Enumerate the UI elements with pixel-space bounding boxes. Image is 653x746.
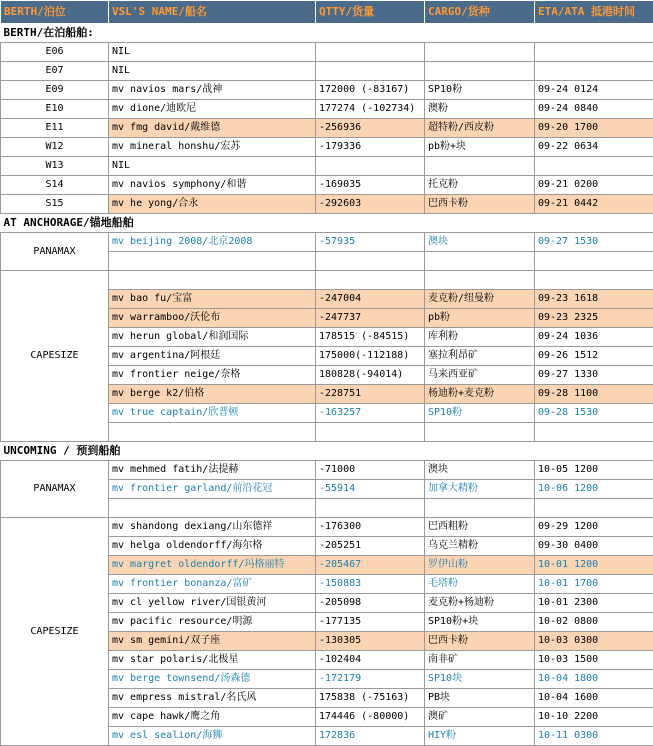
table-row bbox=[1, 138, 653, 157]
cargo-cell: 塞拉利昂矿 bbox=[425, 347, 535, 366]
table-row bbox=[1, 518, 653, 537]
vessel-cell: mv mineral honshu/宏苏 bbox=[109, 138, 316, 157]
eta-cell: 10-04 1600 bbox=[535, 689, 653, 708]
table-row bbox=[1, 119, 653, 138]
qty-cell: -71000 bbox=[316, 461, 425, 480]
qty-cell: 180828(-94014) bbox=[316, 366, 425, 385]
eta-cell: 09-26 1512 bbox=[535, 347, 653, 366]
vessel-class-cell: CAPESIZE bbox=[1, 518, 109, 746]
eta-cell: 09-24 1036 bbox=[535, 328, 653, 347]
vessel-cell: mv mehmed fatih/法提赫 bbox=[109, 461, 316, 480]
qty-cell: -292603 bbox=[316, 195, 425, 214]
vessel-cell: NIL bbox=[109, 62, 316, 81]
berth-cell: E09 bbox=[1, 81, 109, 100]
cargo-cell: 杨迪粉+麦克粉 bbox=[425, 385, 535, 404]
eta-cell: 09-28 1100 bbox=[535, 385, 653, 404]
qty-cell: -179336 bbox=[316, 138, 425, 157]
header-eta: ETA/ATA 抵港时间 bbox=[535, 1, 653, 24]
eta-cell bbox=[535, 157, 653, 176]
qty-cell: -102404 bbox=[316, 651, 425, 670]
vessel-cell: mv empress mistral/名氏风 bbox=[109, 689, 316, 708]
cargo-cell: 澳粉 bbox=[425, 100, 535, 119]
header-qty: QTTY/货量 bbox=[316, 1, 425, 24]
qty-cell: 172836 bbox=[316, 727, 425, 746]
vessel-cell: mv cape hawk/鹰之角 bbox=[109, 708, 316, 727]
section-title-row bbox=[1, 24, 653, 43]
cargo-cell: 澳矿 bbox=[425, 708, 535, 727]
cargo-cell: pb粉+块 bbox=[425, 138, 535, 157]
eta-cell bbox=[535, 43, 653, 62]
cargo-cell: HIY粉 bbox=[425, 727, 535, 746]
table-row bbox=[1, 81, 653, 100]
vessel-cell bbox=[109, 271, 316, 290]
eta-cell: 09-23 1618 bbox=[535, 290, 653, 309]
table-row bbox=[1, 461, 653, 480]
table-row bbox=[1, 43, 653, 62]
eta-cell bbox=[535, 252, 653, 271]
vessel-cell: mv star polaris/北极星 bbox=[109, 651, 316, 670]
qty-cell: 178515 (-84515) bbox=[316, 328, 425, 347]
qty-cell: -205251 bbox=[316, 537, 425, 556]
vessel-cell: mv frontier garland/前沿花冠 bbox=[109, 480, 316, 499]
cargo-cell: 巴西卡粉 bbox=[425, 632, 535, 651]
cargo-cell: 乌克兰精粉 bbox=[425, 537, 535, 556]
eta-cell: 10-03 0300 bbox=[535, 632, 653, 651]
vessel-cell: mv margret oldendorff/玛格丽特 bbox=[109, 556, 316, 575]
eta-cell: 09-30 0400 bbox=[535, 537, 653, 556]
eta-cell: 10-05 1200 bbox=[535, 461, 653, 480]
section-title-row bbox=[1, 214, 653, 233]
cargo-cell: PB块 bbox=[425, 689, 535, 708]
qty-cell: -130305 bbox=[316, 632, 425, 651]
vessel-cell: mv argentina/阿根廷 bbox=[109, 347, 316, 366]
qty-cell: -247737 bbox=[316, 309, 425, 328]
qty-cell: -172179 bbox=[316, 670, 425, 689]
eta-cell: 10-02 0800 bbox=[535, 613, 653, 632]
eta-cell: 10-10 2200 bbox=[535, 708, 653, 727]
cargo-cell bbox=[425, 252, 535, 271]
vessel-class-cell: PANAMAX bbox=[1, 461, 109, 518]
vessel-class-cell: PANAMAX bbox=[1, 233, 109, 271]
vessel-cell: mv cl yellow river/国银黄河 bbox=[109, 594, 316, 613]
cargo-cell bbox=[425, 423, 535, 442]
qty-cell: -55914 bbox=[316, 480, 425, 499]
qty-cell: 177274 (-102734) bbox=[316, 100, 425, 119]
vessel-cell: mv true captain/欣普顿 bbox=[109, 404, 316, 423]
qty-cell bbox=[316, 62, 425, 81]
vessel-cell: mv shandong dexiang/山东德祥 bbox=[109, 518, 316, 537]
cargo-cell: 托克粉 bbox=[425, 176, 535, 195]
cargo-cell: 澳块 bbox=[425, 233, 535, 252]
header-row bbox=[1, 1, 653, 24]
vessel-cell: mv bao fu/宝富 bbox=[109, 290, 316, 309]
cargo-cell: SP10粉+块 bbox=[425, 613, 535, 632]
cargo-cell: 澳块 bbox=[425, 461, 535, 480]
qty-cell bbox=[316, 43, 425, 62]
eta-cell: 09-27 1330 bbox=[535, 366, 653, 385]
vessel-cell: mv berge townsend/汤森德 bbox=[109, 670, 316, 689]
cargo-cell: SP10块 bbox=[425, 670, 535, 689]
vessel-cell: mv beijing 2008/北京2008 bbox=[109, 233, 316, 252]
cargo-cell bbox=[425, 271, 535, 290]
berth-cell: W12 bbox=[1, 138, 109, 157]
eta-cell: 09-24 0840 bbox=[535, 100, 653, 119]
eta-cell: 10-03 1500 bbox=[535, 651, 653, 670]
cargo-cell: 巴西粗粉 bbox=[425, 518, 535, 537]
eta-cell: 09-29 1200 bbox=[535, 518, 653, 537]
berth-cell: S15 bbox=[1, 195, 109, 214]
qty-cell: -256936 bbox=[316, 119, 425, 138]
eta-cell: 09-27 1530 bbox=[535, 233, 653, 252]
vessel-cell: mv navios symphony/和谐 bbox=[109, 176, 316, 195]
vessel-cell: mv pacific resource/明源 bbox=[109, 613, 316, 632]
cargo-cell: 马来西亚矿 bbox=[425, 366, 535, 385]
vessel-cell: mv helga oldendorff/海尔格 bbox=[109, 537, 316, 556]
vessel-cell: mv dione/迪欧尼 bbox=[109, 100, 316, 119]
qty-cell bbox=[316, 499, 425, 518]
berth-cell: S14 bbox=[1, 176, 109, 195]
table-row bbox=[1, 195, 653, 214]
qty-cell: -205098 bbox=[316, 594, 425, 613]
qty-cell: -177135 bbox=[316, 613, 425, 632]
vessel-cell: mv herun global/和润国际 bbox=[109, 328, 316, 347]
eta-cell bbox=[535, 499, 653, 518]
qty-cell: 175000(-112188) bbox=[316, 347, 425, 366]
berth-cell: E06 bbox=[1, 43, 109, 62]
berth-cell: E10 bbox=[1, 100, 109, 119]
vessel-cell bbox=[109, 499, 316, 518]
eta-cell: 10-01 1200 bbox=[535, 556, 653, 575]
eta-cell: 09-24 0124 bbox=[535, 81, 653, 100]
qty-cell: -176300 bbox=[316, 518, 425, 537]
qty-cell: 175838 (-75163) bbox=[316, 689, 425, 708]
vessel-cell: mv warramboo/沃伦布 bbox=[109, 309, 316, 328]
cargo-cell: 罗伊山粉 bbox=[425, 556, 535, 575]
vessel-cell bbox=[109, 423, 316, 442]
eta-cell: 09-23 2325 bbox=[535, 309, 653, 328]
cargo-cell bbox=[425, 43, 535, 62]
cargo-cell: 南非矿 bbox=[425, 651, 535, 670]
eta-cell: 10-11 0300 bbox=[535, 727, 653, 746]
section-title-row bbox=[1, 442, 653, 461]
qty-cell: -163257 bbox=[316, 404, 425, 423]
table-body bbox=[1, 1, 653, 746]
vessel-cell: mv esl sealion/海狮 bbox=[109, 727, 316, 746]
qty-cell bbox=[316, 157, 425, 176]
vessel-cell: mv frontier neige/奈格 bbox=[109, 366, 316, 385]
cargo-cell bbox=[425, 157, 535, 176]
vessel-cell: mv berge k2/伯格 bbox=[109, 385, 316, 404]
cargo-cell: 加拿大精粉 bbox=[425, 480, 535, 499]
eta-cell: 09-22 0634 bbox=[535, 138, 653, 157]
vessel-cell bbox=[109, 252, 316, 271]
cargo-cell: SP10粉 bbox=[425, 404, 535, 423]
qty-cell bbox=[316, 252, 425, 271]
qty-cell: -247004 bbox=[316, 290, 425, 309]
section-title: AT ANCHORAGE/锚地船舶 bbox=[1, 214, 653, 233]
eta-cell: 09-28 1530 bbox=[535, 404, 653, 423]
qty-cell: 172000 (-83167) bbox=[316, 81, 425, 100]
vessel-cell: mv he yong/合永 bbox=[109, 195, 316, 214]
vessel-cell: mv sm gemini/双子座 bbox=[109, 632, 316, 651]
section-title: UNCOMING / 预到船舶 bbox=[1, 442, 653, 461]
vessel-cell: NIL bbox=[109, 43, 316, 62]
vessel-cell: mv frontier bonanza/富矿 bbox=[109, 575, 316, 594]
qty-cell: -205467 bbox=[316, 556, 425, 575]
vessel-class-cell: CAPESIZE bbox=[1, 271, 109, 442]
table-row bbox=[1, 176, 653, 195]
eta-cell: 10-01 1700 bbox=[535, 575, 653, 594]
vessel-cell: NIL bbox=[109, 157, 316, 176]
cargo-cell: 麦克粉/纽曼粉 bbox=[425, 290, 535, 309]
header-cargo: CARGO/货种 bbox=[425, 1, 535, 24]
cargo-cell: 毛塔粉 bbox=[425, 575, 535, 594]
cargo-cell: 超特粉/西皮粉 bbox=[425, 119, 535, 138]
table-row bbox=[1, 157, 653, 176]
eta-cell bbox=[535, 423, 653, 442]
berth-cell: W13 bbox=[1, 157, 109, 176]
berth-cell: E11 bbox=[1, 119, 109, 138]
table-row bbox=[1, 233, 653, 252]
cargo-cell: 麦克粉+杨迪粉 bbox=[425, 594, 535, 613]
eta-cell: 10-06 1200 bbox=[535, 480, 653, 499]
eta-cell bbox=[535, 62, 653, 81]
qty-cell: 174446 (-80000) bbox=[316, 708, 425, 727]
table-row bbox=[1, 100, 653, 119]
section-title: BERTH/在泊船舶: bbox=[1, 24, 653, 43]
table-row bbox=[1, 62, 653, 81]
qty-cell: -57935 bbox=[316, 233, 425, 252]
qty-cell: -150883 bbox=[316, 575, 425, 594]
table-row bbox=[1, 271, 653, 290]
qty-cell: -169035 bbox=[316, 176, 425, 195]
qty-cell bbox=[316, 271, 425, 290]
eta-cell: 09-21 0442 bbox=[535, 195, 653, 214]
cargo-cell: SP10粉 bbox=[425, 81, 535, 100]
eta-cell: 10-04 1800 bbox=[535, 670, 653, 689]
cargo-cell: pb粉 bbox=[425, 309, 535, 328]
berth-cell: E07 bbox=[1, 62, 109, 81]
cargo-cell: 库利粉 bbox=[425, 328, 535, 347]
eta-cell: 09-21 0200 bbox=[535, 176, 653, 195]
qty-cell bbox=[316, 423, 425, 442]
qty-cell: -228751 bbox=[316, 385, 425, 404]
header-berth: BERTH/泊位 bbox=[1, 1, 109, 24]
eta-cell: 10-01 2300 bbox=[535, 594, 653, 613]
eta-cell: 09-20 1700 bbox=[535, 119, 653, 138]
cargo-cell bbox=[425, 62, 535, 81]
vessel-cell: mv fmg david/戴维德 bbox=[109, 119, 316, 138]
cargo-cell: 巴西卡粉 bbox=[425, 195, 535, 214]
vessel-cell: mv navios mars/战神 bbox=[109, 81, 316, 100]
cargo-cell bbox=[425, 499, 535, 518]
eta-cell bbox=[535, 271, 653, 290]
header-vessel: VSL'S NAME/船名 bbox=[109, 1, 316, 24]
